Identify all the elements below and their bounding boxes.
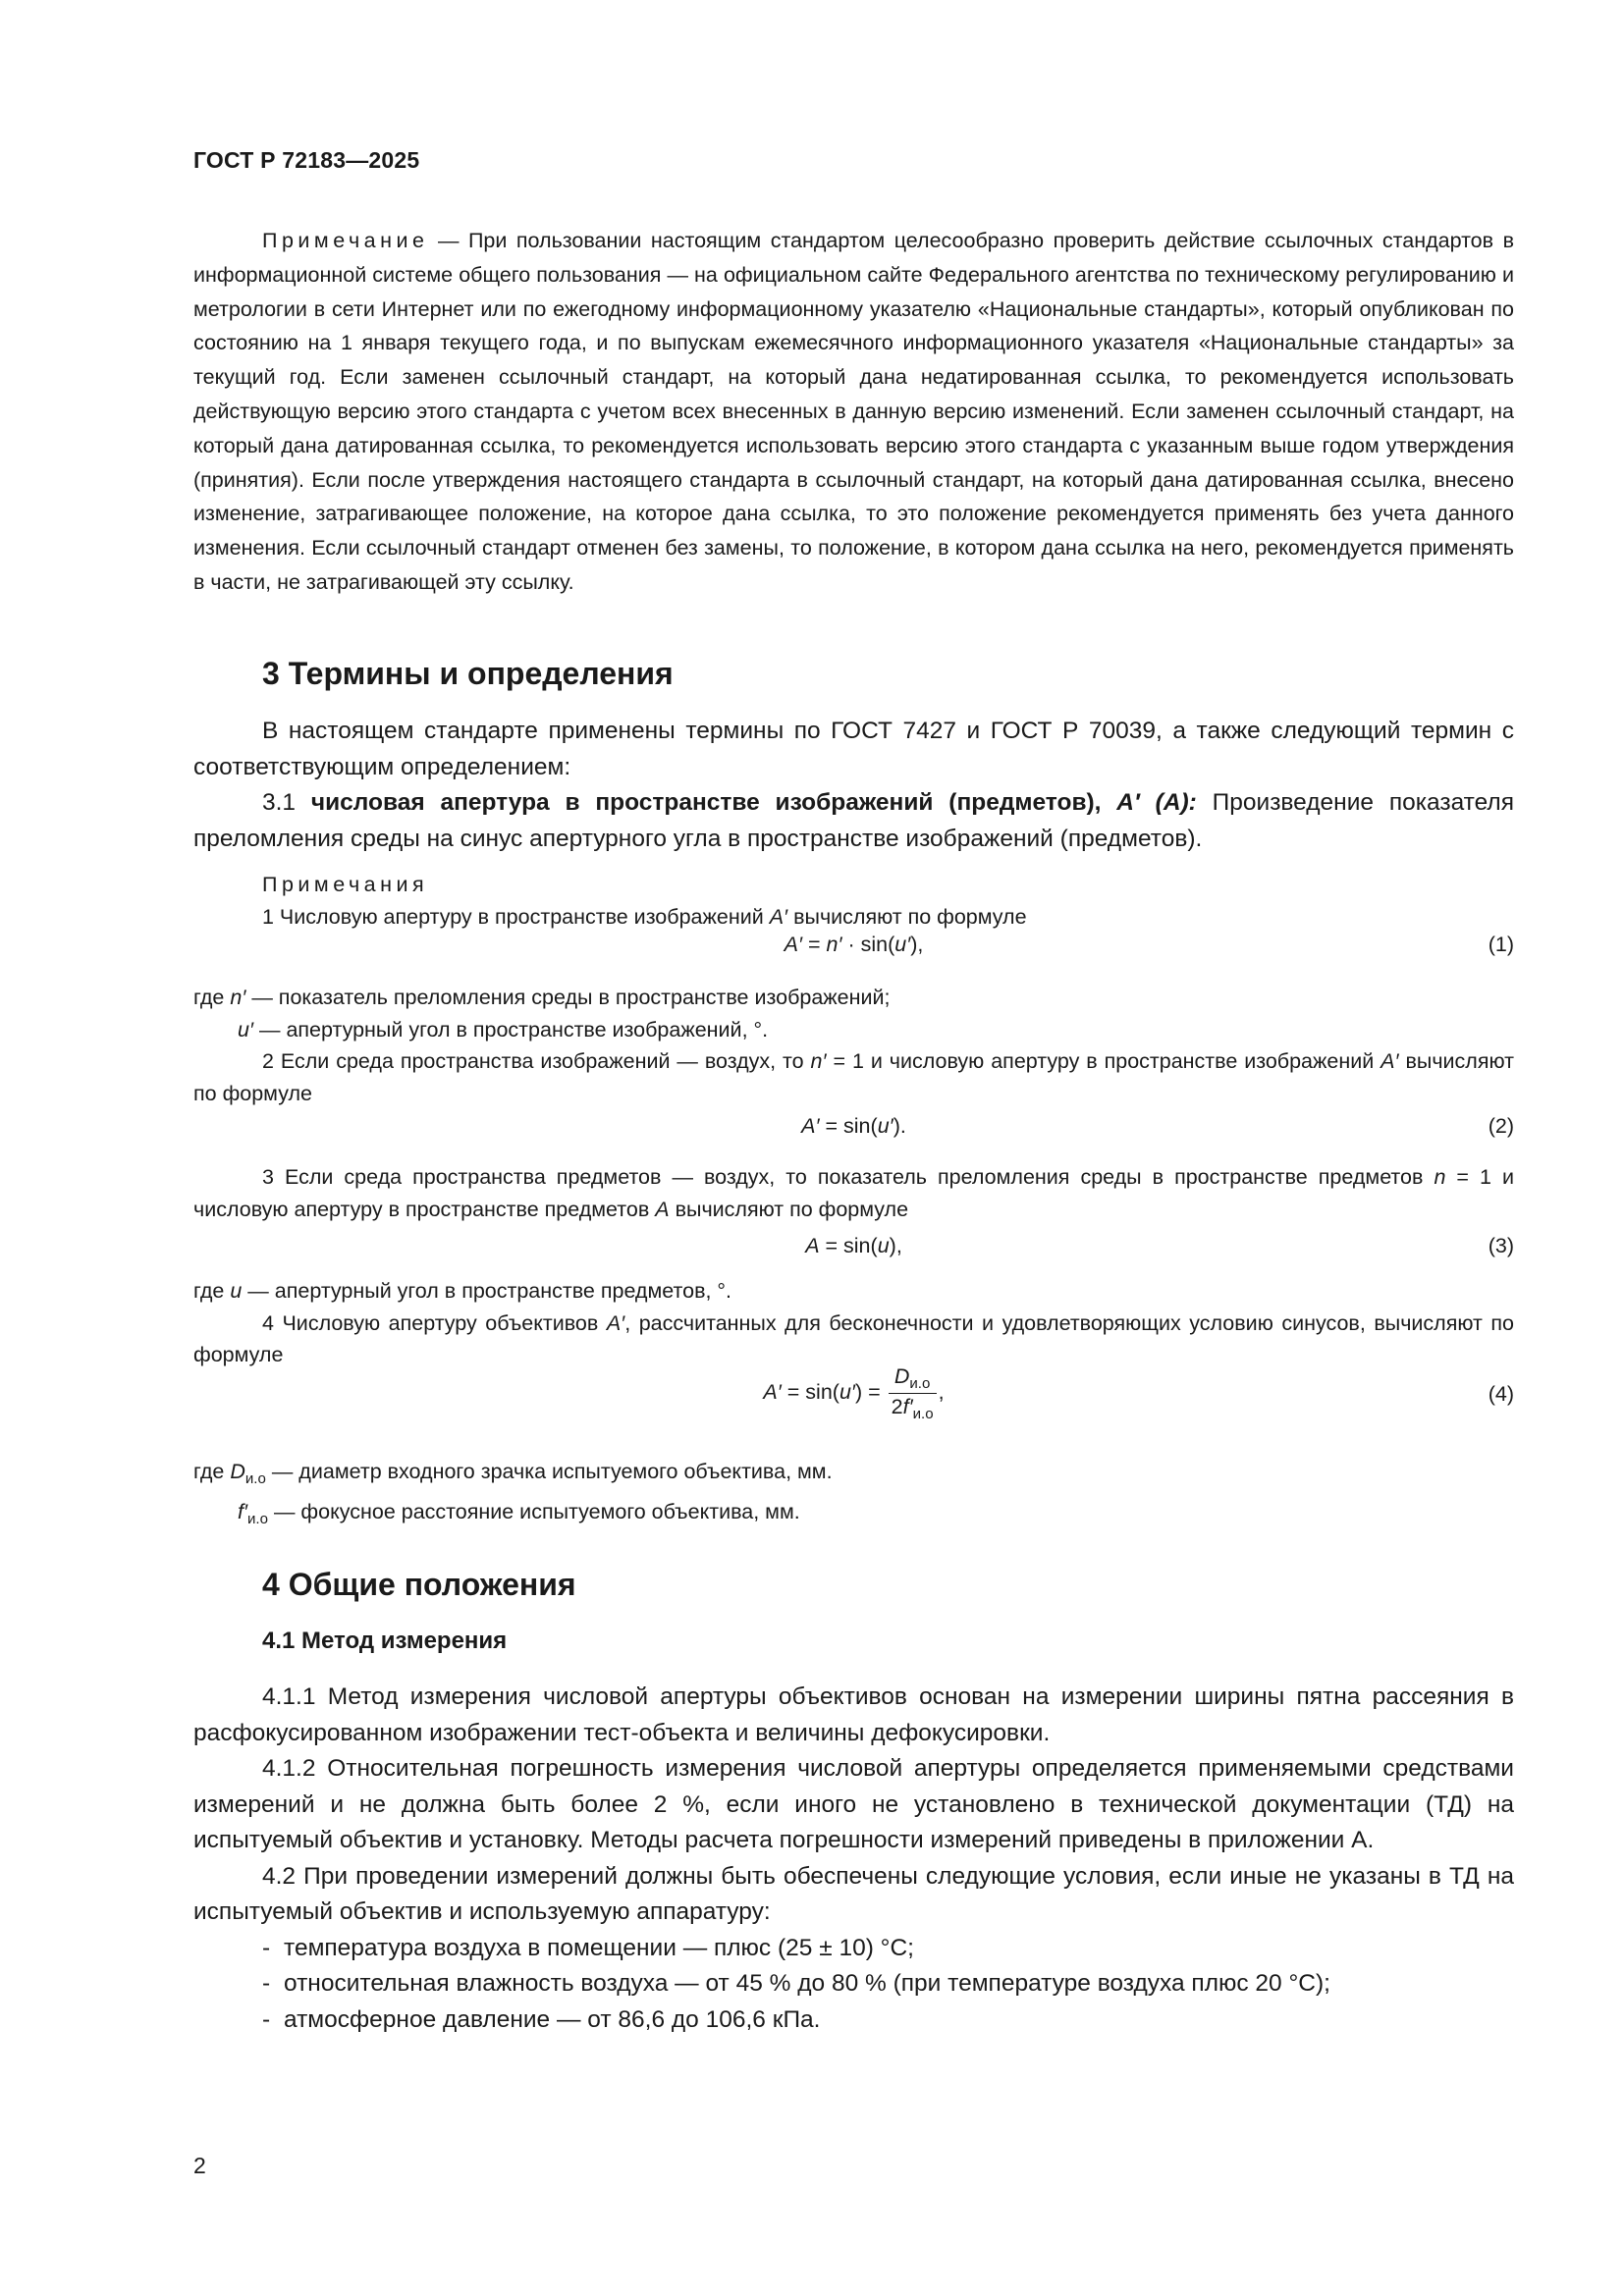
f4-lhs: A′ [763, 1380, 782, 1405]
note-4-text-b: , рассчитанных для бесконечности и удовлетворяющих условию синусов, вычисляют по формуле [193, 1310, 1514, 1366]
intro-paragraph: В настоящем стандарте применены термины по ГОСТ 7427 и ГОСТ Р 70039, а также следующий термин с соответствующим определением: [193, 718, 1514, 780]
f4-comma: , [938, 1380, 945, 1405]
where-n-symbol: n′ [230, 986, 246, 1009]
paragraph-4-1-1: 4.1.1 Метод измерения числовой апертуры объективов основан на измерении ширины пятна рассеяния в расфокусированном изображении тест-объекта и величины дефокусировки. [193, 1683, 1514, 1746]
section-4-body [193, 1680, 1514, 2038]
list-dash: - [262, 1934, 271, 1961]
where-f-text: — фокусное расстояние испытуемого объектива, мм. [267, 1499, 800, 1523]
note-3-symbol: n [1434, 1165, 1446, 1189]
f1-u: u′ [894, 933, 911, 956]
term-name: числовая апертура в пространстве изображений (предметов), [310, 789, 1102, 816]
f3-end: ), [889, 1234, 902, 1257]
note-3 [193, 1161, 1514, 1225]
note-2-text-a: 2 Если среда пространства изображений — воздух, то [262, 1049, 811, 1073]
formula-1 [193, 933, 1514, 972]
note-4-text-a: 4 Числовую апертуру объективов [262, 1310, 607, 1335]
section-3-title: 3 Термины и определения [262, 656, 674, 691]
page-header: ГОСТ Р 72183—2025 [193, 147, 420, 173]
formula-3 [193, 1234, 1514, 1273]
condition-item [193, 1931, 1514, 1967]
condition-pressure: атмосферное давление — от 86,6 до 106,6 кПа. [284, 2005, 821, 2033]
where-label-4: где [193, 1460, 231, 1483]
term-number: 3.1 [262, 789, 297, 816]
note-1-symbol: A′ [769, 904, 788, 929]
where-label-3: где [193, 1279, 231, 1303]
note-2-text-b: = 1 и числовую апертуру в пространстве изображений [826, 1049, 1381, 1073]
note-4-symbol: A′ [606, 1310, 625, 1335]
where-u-text: — апертурный угол в пространстве изображений, °. [253, 1017, 769, 1041]
paragraph-4-1-2: 4.1.2 Относительная погрешность измерения числовой апертуры определяется применяемыми средствами измерений и не должна быть более 2 %, если иного не установлено в технической документации (ТД) на испытуемый объектив и установку. Методы расчета погрешности измерений приведены в приложении А. [193, 1755, 1514, 1853]
note-text: — При пользовании настоящим стандартом целесообразно проверить действие ссылочных стандартов в информационной системе общего пользования — на официальном сайте Федерального агентства по техническому регулированию и метрологии в сети Интернет или по ежегодному информационному указателю «Национальные стандарты», который опубликован по состоянию на 1 января текущего года, и по выпускам ежемесячного информационного указателя «Национальные стандарты» за текущий год. Если заменен ссылочный стандарт, на который дана недатированная ссылка, то рекомендуется использовать действующую версию этого стандарта с учетом всех внесенных в данную версию изменений. Если заменен ссылочный стандарт, на который дана датированная ссылка, то рекомендуется использовать версию этого стандарта с указанным выше годом утверждения (принятия). Если после утверждения настоящего стандарта в ссылочный стандарт, на который дана датированная ссылка, внесено изменение, затрагивающее положение, на которое дана ссылка, то это положение рекомендуется применять без учета данного изменения. Если ссылочный стандарт отменен без замены, то положение, в котором дана ссылка на него, рекомендуется применять в части, не затрагивающей эту ссылку. [193, 229, 1514, 594]
f4-sin: = sin( [781, 1380, 839, 1405]
condition-temperature: температура воздуха в помещении — плюс (25 ± 10) °С; [284, 1934, 914, 1961]
f2-lhs: A′ [801, 1114, 820, 1138]
where-d-text: — диаметр входного зрачка испытуемого объектива, мм. [265, 1460, 833, 1483]
notes-label: Примечания [262, 873, 429, 896]
formula-1-number: (1) [1488, 933, 1514, 956]
where-u-symbol: u′ [238, 1017, 253, 1041]
f4-eq: ) = [854, 1380, 887, 1405]
reference-note [193, 224, 1514, 600]
term-definition: Произведение показателя преломления среды на синус апертурного угла в пространстве изображений (предметов). [193, 789, 1514, 852]
term-symbol: A′ (A): [1116, 789, 1197, 816]
condition-humidity: относительная влажность воздуха — от 45 % до 80 % (при температуре воздуха плюс 20 °С); [284, 1970, 1330, 1997]
condition-item [193, 2002, 1514, 2039]
f1-sin: · sin( [841, 933, 895, 956]
section-3-intro [193, 714, 1514, 857]
where-f-symbol: f′ [238, 1499, 248, 1523]
note-2 [193, 1045, 1514, 1109]
list-dash: - [262, 2005, 271, 2033]
where-f [193, 1496, 1514, 1536]
list-dash: - [262, 1970, 271, 1997]
f4-u: u′ [839, 1380, 855, 1405]
note-3-text-b: = 1 и числовую апертуру в пространстве предметов [193, 1165, 1514, 1221]
f2-u: u′ [877, 1114, 893, 1138]
formula-4-number: (4) [1488, 1382, 1514, 1406]
notes-block-1 [193, 869, 1514, 933]
f1-end: ), [910, 933, 924, 956]
where-block-1 [193, 982, 1514, 1109]
where-label: где [193, 986, 231, 1009]
condition-item [193, 1966, 1514, 2002]
f4-fraction [889, 1364, 937, 1422]
where-n [193, 982, 1514, 1014]
formula-2-number: (2) [1488, 1114, 1514, 1138]
where-f-sub: и.о [247, 1510, 268, 1527]
where-u [193, 1014, 1514, 1046]
formula-3-number: (3) [1488, 1234, 1514, 1257]
f1-lhs: A′ [784, 933, 802, 956]
note-3-text-a: 3 Если среда пространства предметов — воздух, то показатель преломления среды в пространстве предметов [262, 1165, 1435, 1189]
formula-2 [193, 1114, 1514, 1153]
where-d [193, 1456, 1514, 1496]
where-u-object-symbol: u [230, 1279, 243, 1303]
note-3-text-c: вычисляют по формуле [669, 1197, 909, 1221]
f1-n: n′ [826, 933, 842, 956]
where-d-symbol: D [230, 1460, 245, 1483]
note-2-symbol-2: A′ [1380, 1049, 1399, 1073]
f1-eq: = [801, 933, 827, 956]
note-3-block [193, 1161, 1514, 1225]
conditions-list [193, 1931, 1514, 2039]
paragraph-4-2: 4.2 При проведении измерений должны быть обеспечены следующие условия, если иные не указаны в ТД на испытуемый объектив и используемую аппаратуру: [193, 1862, 1514, 1925]
where-d-sub: и.о [244, 1470, 266, 1487]
note-label: Примечание [262, 229, 429, 252]
note-1-text-b: вычисляют по формуле [787, 904, 1027, 929]
note-1 [193, 901, 1514, 934]
f4-denominator: f′ [902, 1395, 913, 1418]
note-2-symbol: n′ [810, 1049, 827, 1073]
f2-end: ). [893, 1114, 906, 1138]
term-3-1 [193, 785, 1514, 857]
f4-denominator-sub: и.о [912, 1406, 934, 1422]
where-u-object [193, 1275, 1514, 1308]
f4-denominator-coef: 2 [891, 1395, 903, 1418]
f4-numerator-sub: и.о [909, 1375, 931, 1392]
subsection-4-1-title: 4.1 Метод измерения [262, 1628, 508, 1654]
f3-lhs: A [805, 1234, 820, 1257]
where-block-4 [193, 1456, 1514, 1535]
f4-numerator: D [893, 1364, 910, 1388]
f3-sin: = sin( [819, 1234, 878, 1257]
page-number: 2 [193, 2153, 206, 2178]
section-4-title: 4 Общие положения [262, 1567, 576, 1602]
f2-sin: = sin( [819, 1114, 878, 1138]
note-2-text-c: вычисляют по формуле [193, 1049, 1514, 1105]
note-1-text-a: 1 Числовую апертуру в пространстве изображений [262, 904, 770, 929]
where-block-3 [193, 1275, 1514, 1371]
note-3-symbol-2: A [655, 1197, 670, 1221]
note-4 [193, 1308, 1514, 1371]
formula-4 [193, 1364, 1514, 1433]
where-n-text: — показатель преломления среды в пространстве изображений; [245, 986, 891, 1009]
where-u-object-text: — апертурный угол в пространстве предметов, °. [242, 1279, 732, 1303]
f3-u: u [877, 1234, 890, 1257]
